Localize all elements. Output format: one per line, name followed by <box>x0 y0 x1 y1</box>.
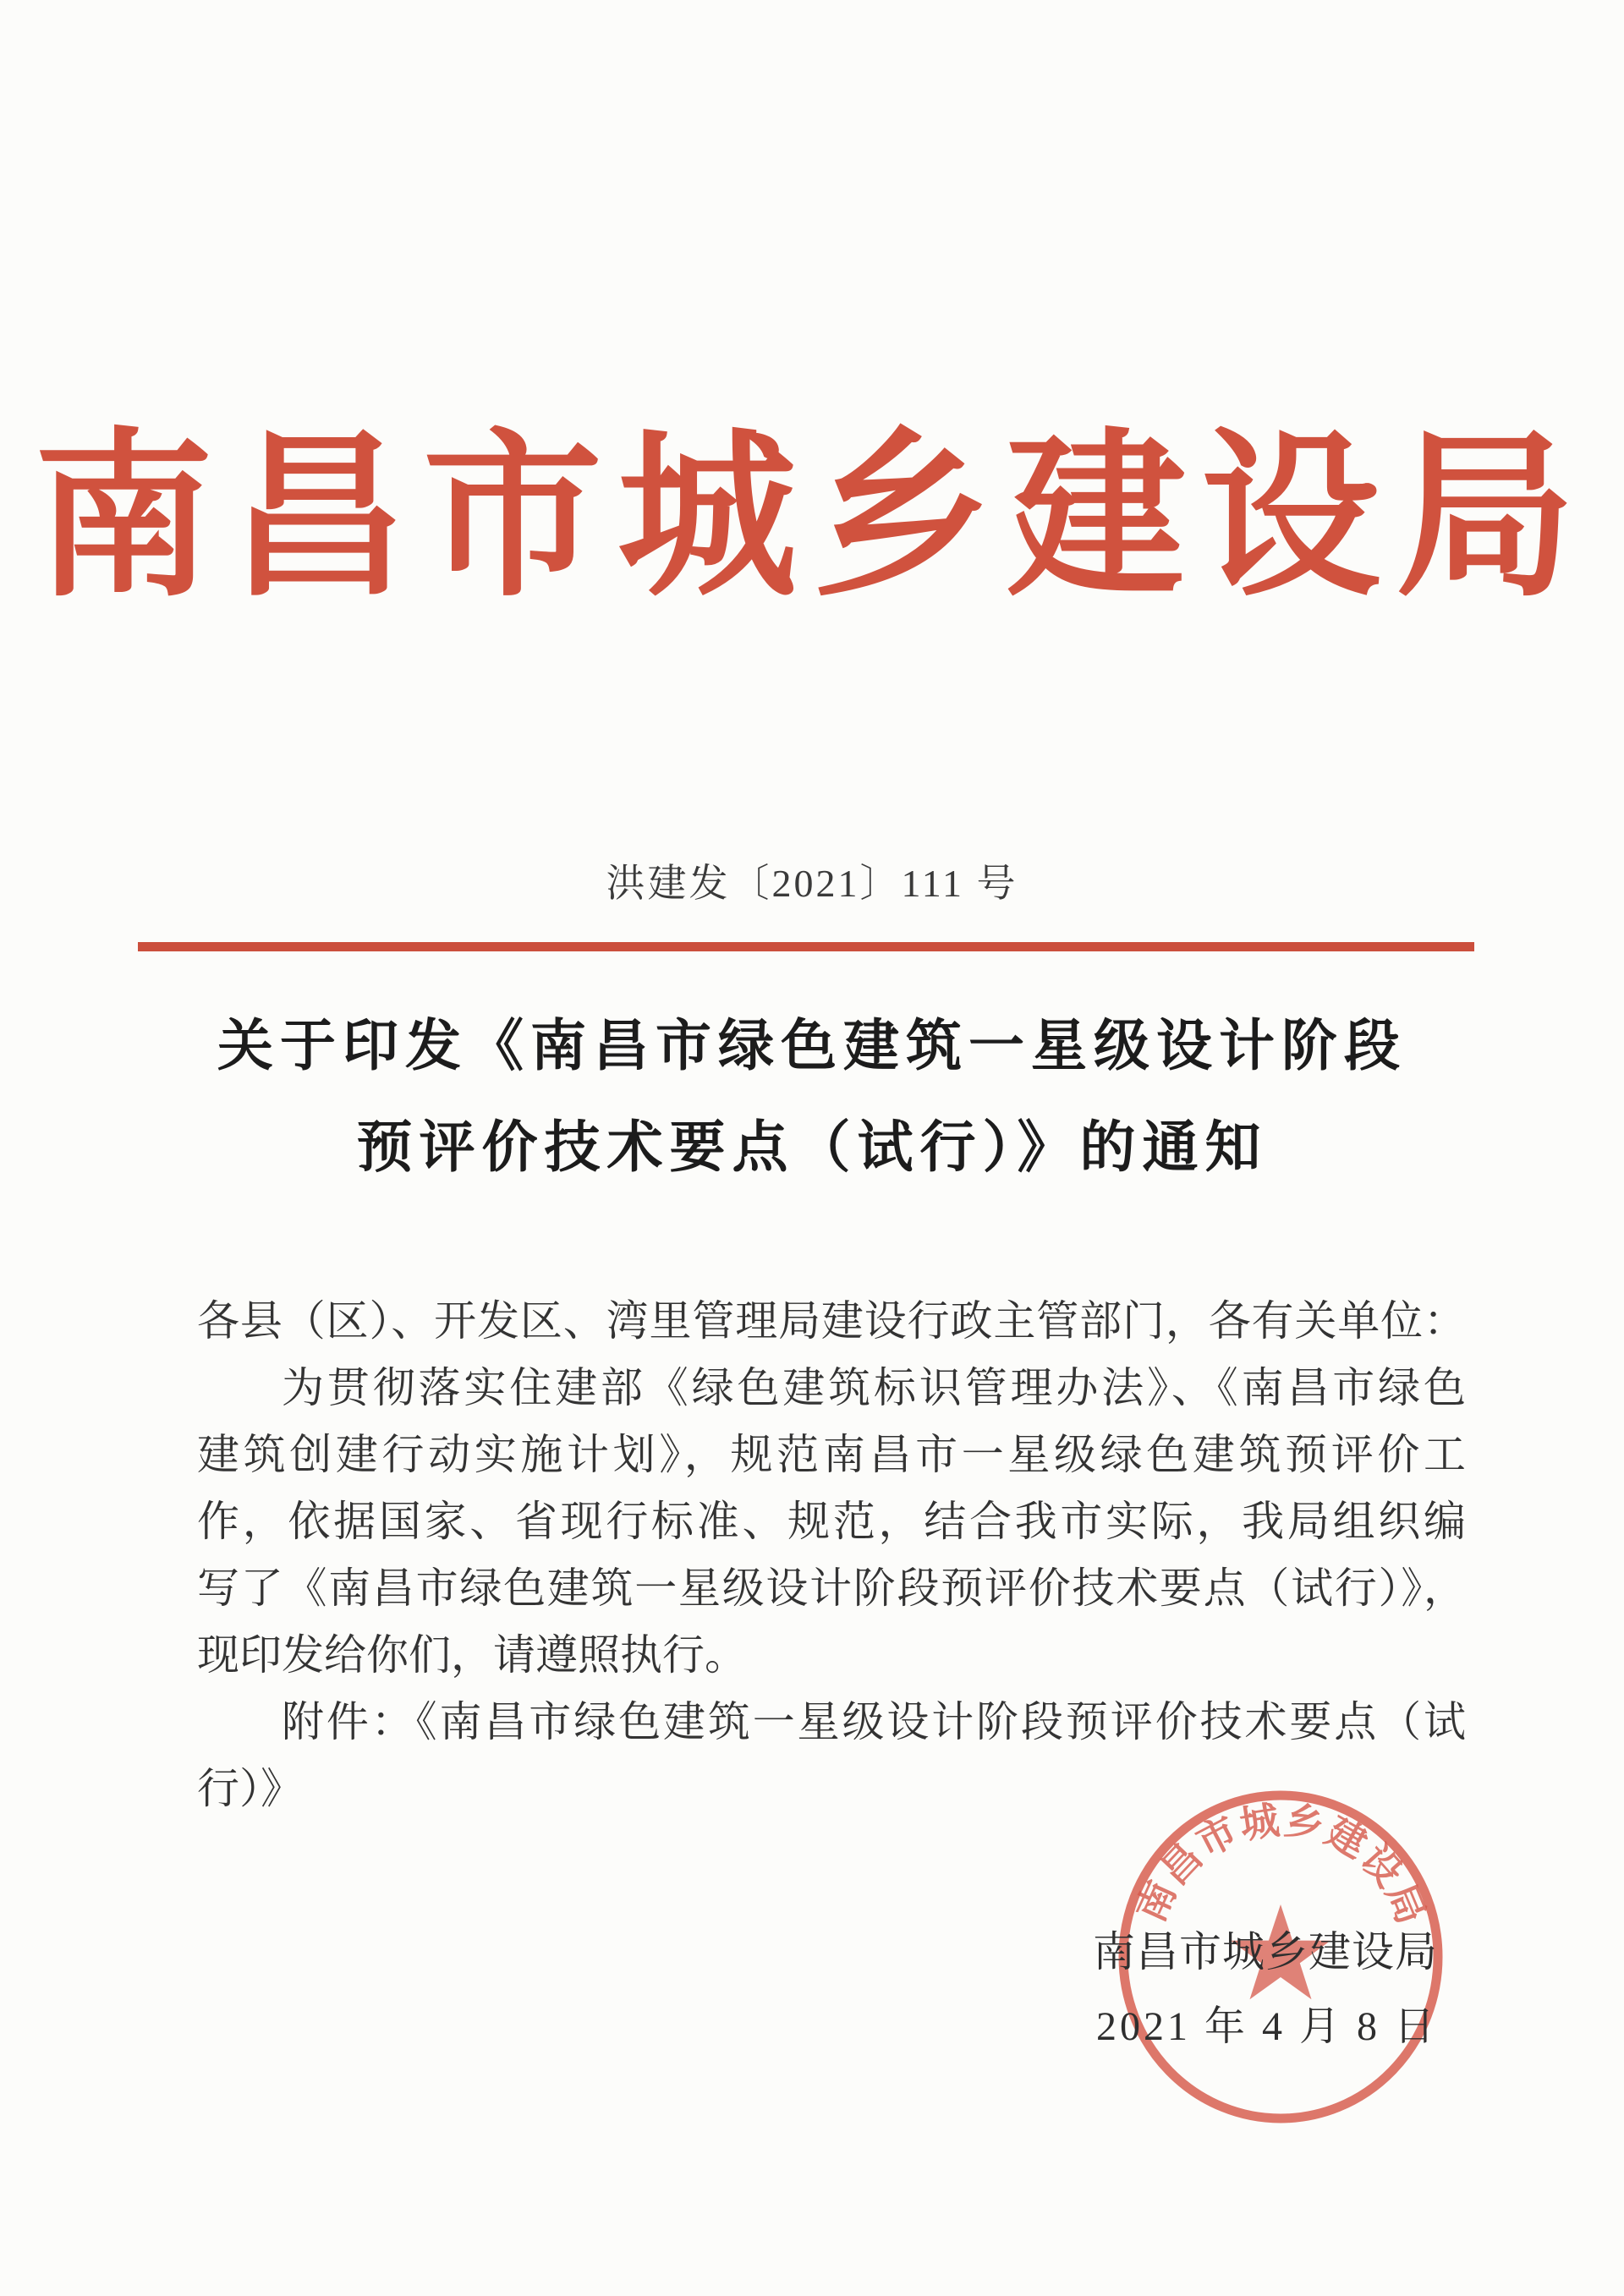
notice-title-line-1: 关于印发《南昌市绿色建筑一星级设计阶段 <box>217 1016 1407 1077</box>
notice-body <box>197 1288 1466 1822</box>
document-number: 洪建发〔2021〕111 号 <box>606 862 1018 905</box>
notice-title <box>0 996 1624 1199</box>
signature-date: 2021 年 4 月 8 日 <box>1095 2004 1438 2049</box>
body-line: 建筑创建行动实施计划》，规范南昌市一星级绿色建筑预评价工 <box>197 1431 1466 1478</box>
body-line-attachment-end: 行）》 <box>197 1765 303 1812</box>
body-line: 作，依据国家、省现行标准、规范，结合我市实际，我局组织编 <box>197 1498 1466 1545</box>
agency-masthead: 南昌市城乡建设局 <box>34 419 1590 617</box>
body-line: 现印发给你们，请遵照执行。 <box>197 1631 747 1679</box>
body-line: 写了《南昌市绿色建筑一星级设计阶段预评价技术要点（试行）》， <box>197 1564 1466 1612</box>
body-line-recipients: 各县（区）、开发区、湾里管理局建设行政主管部门，各有关单位： <box>197 1297 1466 1345</box>
seal-arc-text: 南昌市城乡建设局 <box>1128 1798 1434 1932</box>
red-divider-rule <box>138 942 1474 951</box>
body-line-attachment: 附件：《南昌市绿色建筑一星级设计阶段预评价技术要点（试 <box>282 1698 1466 1745</box>
signature-agency: 南昌市城乡建设局 <box>1093 1928 1438 1975</box>
notice-title-line-2: 预评价技术要点（试行）》的通知 <box>356 1117 1268 1179</box>
signature-block <box>1093 1928 1438 2050</box>
body-line: 为贯彻落实住建部《绿色建筑标识管理办法》、《南昌市绿色 <box>282 1364 1466 1411</box>
